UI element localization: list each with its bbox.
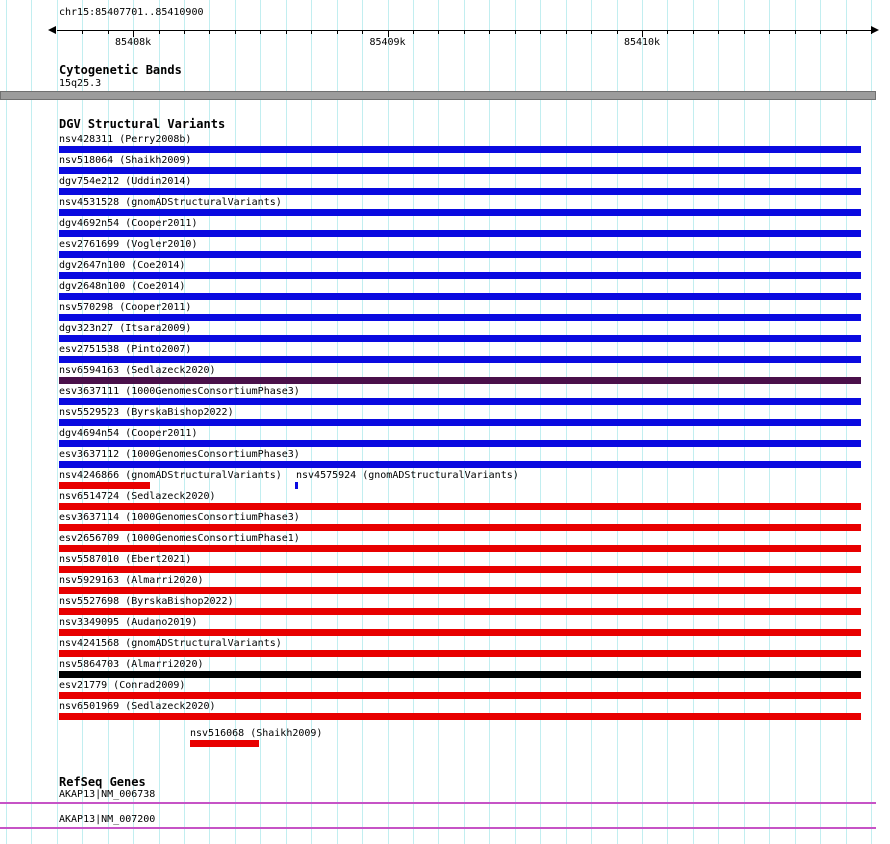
ruler-minor-tick bbox=[413, 31, 414, 34]
ruler-minor-tick bbox=[260, 31, 261, 34]
variant-row bbox=[0, 239, 890, 260]
ruler-right-arrow-icon[interactable] bbox=[871, 26, 879, 34]
gene-line[interactable] bbox=[0, 827, 876, 829]
variant-label: nsv4575924 (gnomADStructuralVariants) bbox=[296, 470, 519, 481]
cytoband-name: 15q25.3 bbox=[59, 78, 102, 89]
ruler-minor-tick bbox=[515, 31, 516, 34]
variant-row bbox=[0, 365, 890, 386]
variant-bar[interactable] bbox=[59, 650, 861, 657]
variant-bar[interactable] bbox=[59, 314, 861, 321]
ruler-tick-label: 85409k bbox=[369, 37, 406, 48]
variant-label: esv21779 (Conrad2009) bbox=[59, 680, 186, 691]
variant-row bbox=[0, 659, 890, 680]
variant-bar[interactable] bbox=[59, 713, 861, 720]
variant-row bbox=[0, 449, 890, 470]
variant-label: esv2751538 (Pinto2007) bbox=[59, 344, 192, 355]
variant-row bbox=[0, 176, 890, 197]
gene-label: AKAP13|NM_007200 bbox=[59, 814, 156, 825]
variant-bar[interactable] bbox=[59, 356, 861, 363]
ruler-minor-tick bbox=[337, 31, 338, 34]
variant-bar[interactable] bbox=[59, 398, 861, 405]
variant-row bbox=[0, 533, 890, 554]
variant-bar[interactable] bbox=[59, 566, 861, 573]
variant-row bbox=[0, 386, 890, 407]
variant-label: dgv4694n54 (Cooper2011) bbox=[59, 428, 198, 439]
variant-label: nsv518064 (Shaikh2009) bbox=[59, 155, 192, 166]
ruler-minor-tick bbox=[566, 31, 567, 34]
variant-row bbox=[0, 575, 890, 596]
region-coordinates: chr15:85407701..85410900 bbox=[59, 7, 204, 18]
variant-bar[interactable] bbox=[59, 692, 861, 699]
variant-bar[interactable] bbox=[59, 272, 861, 279]
variant-row bbox=[0, 155, 890, 176]
variant-row bbox=[0, 323, 890, 344]
variant-bar[interactable] bbox=[59, 440, 861, 447]
ruler-minor-tick bbox=[311, 31, 312, 34]
ruler-tick-label: 85408k bbox=[115, 37, 152, 48]
ruler-minor-tick bbox=[718, 31, 719, 34]
variant-row bbox=[0, 134, 890, 155]
variant-label: nsv4531528 (gnomADStructuralVariants) bbox=[59, 197, 282, 208]
variant-label: esv2656709 (1000GenomesConsortiumPhase1) bbox=[59, 533, 300, 544]
variant-row bbox=[0, 638, 890, 659]
variant-row bbox=[0, 491, 890, 512]
ruler-minor-tick bbox=[235, 31, 236, 34]
variant-bar[interactable] bbox=[59, 461, 861, 468]
variant-label: esv2761699 (Vogler2010) bbox=[59, 239, 198, 250]
ruler-left-arrow-icon[interactable] bbox=[48, 26, 56, 34]
variant-row bbox=[0, 281, 890, 302]
gene-label: AKAP13|NM_006738 bbox=[59, 789, 156, 800]
variant-bar[interactable] bbox=[59, 146, 861, 153]
variant-bar[interactable] bbox=[59, 335, 861, 342]
variant-label: nsv6501969 (Sedlazeck2020) bbox=[59, 701, 216, 712]
ruler-minor-tick bbox=[82, 31, 83, 34]
variant-row bbox=[0, 218, 890, 239]
variant-label: nsv4241568 (gnomADStructuralVariants) bbox=[59, 638, 282, 649]
cytoband-track-title: Cytogenetic Bands bbox=[59, 63, 182, 77]
variant-label: nsv5527698 (ByrskaBishop2022) bbox=[59, 596, 234, 607]
variant-row bbox=[0, 197, 890, 218]
variant-label: nsv6514724 (Sedlazeck2020) bbox=[59, 491, 216, 502]
variant-bar[interactable] bbox=[59, 188, 861, 195]
variant-bar[interactable] bbox=[190, 740, 259, 747]
variant-bar[interactable] bbox=[59, 524, 861, 531]
ruler-minor-tick bbox=[209, 31, 210, 34]
variant-label: esv3637114 (1000GenomesConsortiumPhase3) bbox=[59, 512, 300, 523]
variant-bar[interactable] bbox=[295, 482, 298, 489]
variant-row bbox=[0, 407, 890, 428]
variant-bar[interactable] bbox=[59, 545, 861, 552]
ruler-tick-label: 85410k bbox=[623, 37, 661, 48]
variant-label: esv3637112 (1000GenomesConsortiumPhase3) bbox=[59, 449, 300, 460]
ruler-minor-tick bbox=[591, 31, 592, 34]
variant-row bbox=[0, 512, 890, 533]
ruler-minor-tick bbox=[769, 31, 770, 34]
cytoband-bar[interactable] bbox=[0, 91, 876, 100]
variant-row bbox=[0, 617, 890, 638]
variant-bar[interactable] bbox=[59, 293, 861, 300]
variant-bar[interactable] bbox=[59, 503, 861, 510]
ruler-minor-tick bbox=[795, 31, 796, 34]
ruler-minor-tick bbox=[693, 31, 694, 34]
variant-row bbox=[0, 596, 890, 617]
ruler-minor-tick bbox=[438, 31, 439, 34]
ruler-minor-tick bbox=[540, 31, 541, 34]
variant-row bbox=[0, 680, 890, 701]
variant-label: nsv5529523 (ByrskaBishop2022) bbox=[59, 407, 234, 418]
variant-label: dgv323n27 (Itsara2009) bbox=[59, 323, 192, 334]
variant-label: nsv5929163 (Almarri2020) bbox=[59, 575, 204, 586]
ruler-minor-tick bbox=[362, 31, 363, 34]
variant-row bbox=[0, 344, 890, 365]
variant-label: nsv6594163 (Sedlazeck2020) bbox=[59, 365, 216, 376]
ruler-minor-tick bbox=[286, 31, 287, 34]
variant-row bbox=[0, 260, 890, 281]
variant-label: dgv754e212 (Uddin2014) bbox=[59, 176, 192, 187]
variant-row bbox=[0, 470, 890, 491]
ruler-minor-tick bbox=[159, 31, 160, 34]
variant-label: nsv3349095 (Audano2019) bbox=[59, 617, 198, 628]
variant-bar[interactable] bbox=[59, 230, 861, 237]
variant-label: dgv2647n100 (Coe2014) bbox=[59, 260, 186, 271]
variant-bar[interactable] bbox=[59, 629, 861, 636]
ruler-minor-tick bbox=[617, 31, 618, 34]
variant-bar[interactable] bbox=[59, 587, 861, 594]
ruler-minor-tick bbox=[464, 31, 465, 34]
variant-label: nsv428311 (Perry2008b) bbox=[59, 134, 192, 145]
variant-label: dgv2648n100 (Coe2014) bbox=[59, 281, 186, 292]
ruler-minor-tick bbox=[846, 31, 847, 34]
variant-bar[interactable] bbox=[59, 482, 150, 489]
ruler-minor-tick bbox=[184, 31, 185, 34]
variant-label: esv3637111 (1000GenomesConsortiumPhase3) bbox=[59, 386, 300, 397]
variant-label: dgv4692n54 (Cooper2011) bbox=[59, 218, 198, 229]
variant-label: nsv5864703 (Almarri2020) bbox=[59, 659, 204, 670]
variant-bar[interactable] bbox=[59, 377, 861, 384]
ruler-minor-tick bbox=[667, 31, 668, 34]
variant-label: nsv570298 (Cooper2011) bbox=[59, 302, 192, 313]
ruler-minor-tick bbox=[108, 31, 109, 34]
ruler-minor-tick bbox=[871, 31, 872, 34]
variant-bar[interactable] bbox=[59, 209, 861, 216]
dgv-track-title: DGV Structural Variants bbox=[59, 117, 226, 131]
variant-bar[interactable] bbox=[59, 671, 861, 678]
variant-label: nsv516068 (Shaikh2009) bbox=[190, 728, 323, 739]
variant-row bbox=[0, 701, 890, 722]
variant-bar[interactable] bbox=[59, 167, 861, 174]
refseq-track-title: RefSeq Genes bbox=[59, 775, 146, 789]
ruler-minor-tick bbox=[489, 31, 490, 34]
gene-line[interactable] bbox=[0, 802, 876, 804]
ruler-minor-tick bbox=[744, 31, 745, 34]
ruler-minor-tick bbox=[820, 31, 821, 34]
variant-row bbox=[0, 554, 890, 575]
variant-bar[interactable] bbox=[59, 419, 861, 426]
variant-label: nsv5587010 (Ebert2021) bbox=[59, 554, 192, 565]
variant-row bbox=[0, 728, 890, 749]
variant-bar[interactable] bbox=[59, 251, 861, 258]
variant-row bbox=[0, 302, 890, 323]
variant-bar[interactable] bbox=[59, 608, 861, 615]
variant-row bbox=[0, 428, 890, 449]
variant-label: nsv4246866 (gnomADStructuralVariants) bbox=[59, 470, 282, 481]
